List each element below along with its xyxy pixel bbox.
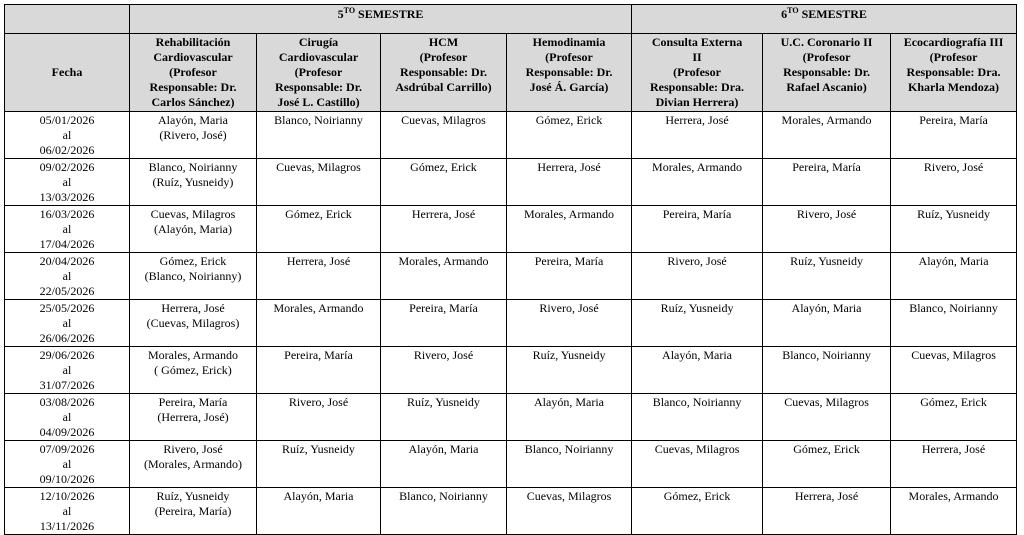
student-name: Cuevas, Milagros [276,160,361,174]
assignment-cell [507,159,632,206]
assignment-cell [257,488,381,535]
student-name: Alayón, Maria [534,395,604,409]
student-name: Morales, Armando [652,160,743,174]
student-name: Alayón, Maria [158,113,228,127]
student-name: Alayón, Maria [918,254,989,268]
date-line: 20/04/2026 [39,254,95,268]
assignment-cell [257,394,381,441]
assignment-cell [891,206,1017,253]
column-header-line: Cirugía [298,35,339,49]
student-name: Herrera, José [665,113,729,127]
student-name: Pereira, María [158,395,228,409]
date-line: 03/08/2026 [39,395,95,409]
assignment-cell [257,300,381,347]
student-name: Blanco, Noirianny [524,442,614,456]
student-name: Pereira, María [534,254,604,268]
date-range-cell [5,159,130,206]
student-name: (Blanco, Noirianny) [144,269,242,283]
student-name: (Morales, Armando) [144,457,242,471]
student-name: Herrera, José [411,207,476,221]
student-name: (Alayón, Maria) [154,222,232,236]
student-name: Alayón, Maria [662,348,733,362]
column-header-line: Rehabilitación [155,35,231,49]
date-line: 09/02/2026 [39,160,95,174]
column-header-line: Responsable: Dra. [650,80,745,94]
student-name: Gómez, Erick [285,207,352,221]
date-range-cell [5,347,130,394]
assignment-cell [381,159,507,206]
date-line: al [62,410,72,424]
assignment-cell [763,253,891,300]
student-name: (Herrera, José) [157,410,229,424]
assignment-cell [381,112,507,159]
assignment-cell [763,159,891,206]
date-line: al [62,222,72,236]
assignment-cell [507,347,632,394]
student-name: Ruíz, Yusneidy [282,442,355,456]
date-range-cell [5,206,130,253]
assignment-cell [763,112,891,159]
column-header-line: U.C. Coronario II [780,35,873,49]
student-name: Blanco, Noirianny [274,113,363,127]
date-line: al [62,504,72,518]
assignment-cell [381,300,507,347]
column-header-line: Responsable: Dr. [149,80,237,94]
assignment-cell [507,300,632,347]
assignment-cell [130,253,257,300]
student-name: Morales, Armando [398,254,489,268]
semester-6-header [632,5,1017,34]
column-header-line: (Profesor [545,50,593,64]
semester-5-number: 5 [337,7,344,21]
student-name: Herrera, José [537,160,601,174]
column-header-line: Divian Herrera) [655,95,739,109]
assignment-cell [507,488,632,535]
column-header-6 [763,34,891,112]
student-name: Morales, Armando [273,301,364,315]
assignment-cell [257,112,381,159]
date-line: 22/05/2026 [39,284,95,298]
assignment-cell [381,347,507,394]
assignment-cell [891,488,1017,535]
student-name: Gómez, Erick [159,254,227,268]
assignment-cell [763,488,891,535]
assignment-cell [891,394,1017,441]
assignment-cell [507,441,632,488]
student-name: Pereira, María [409,301,478,315]
student-name: Ruíz, Yusneidy [407,395,480,409]
assignment-cell [257,206,381,253]
assignment-cell [257,253,381,300]
assignment-cell [632,300,763,347]
assignment-cell [763,206,891,253]
assignment-cell [381,394,507,441]
date-range-cell [5,112,130,159]
column-header-7 [891,34,1017,112]
student-name: Herrera, José [161,301,225,315]
student-name: Herrera, José [794,489,859,503]
column-header-line: Ecocardiografía III [903,35,1004,49]
student-name: Rivero, José [539,301,599,315]
assignment-cell [257,441,381,488]
table-row [5,253,1017,300]
student-name: Rivero, José [667,254,727,268]
column-header-1 [130,34,257,112]
table-row [5,159,1017,206]
assignment-cell [891,347,1017,394]
semester-6-suffix: TO [787,6,799,15]
assignment-cell [130,112,257,159]
date-line: 07/09/2026 [39,442,95,456]
column-header-line: Cardiovascular [153,50,233,64]
column-header-3 [381,34,507,112]
column-header-line: Responsable: Dr. [783,65,870,79]
table-row [5,441,1017,488]
student-name: Pereira, María [284,348,353,362]
date-line: 26/06/2026 [39,331,95,345]
student-name: Rivero, José [923,160,984,174]
date-line: 16/03/2026 [39,207,95,221]
assignment-cell [891,300,1017,347]
student-name: Cuevas, Milagros [150,207,236,221]
assignment-cell [632,441,763,488]
student-name: Blanco, Noirianny [399,489,488,503]
date-line: 17/04/2026 [39,237,95,251]
date-line: al [62,128,72,142]
table-body [5,112,1017,535]
date-line: 12/10/2026 [39,489,95,503]
assignment-cell [507,253,632,300]
assignment-cell [632,112,763,159]
column-header-2 [257,34,381,112]
assignment-cell [507,206,632,253]
column-header-4 [507,34,632,112]
semester-5-header [130,5,632,34]
date-line: al [62,457,72,471]
column-header-line: Kharla Mendoza) [908,80,1000,94]
assignment-cell [632,253,763,300]
student-name: Herrera, José [286,254,351,268]
date-range-cell [5,441,130,488]
table-row [5,347,1017,394]
table-row [5,394,1017,441]
student-name: Rivero, José [413,348,474,362]
date-line: 25/05/2026 [39,301,95,315]
assignment-cell [891,112,1017,159]
column-header-line: José Á. García) [529,80,609,94]
date-line: 13/03/2026 [39,190,95,204]
student-name: Gómez, Erick [920,395,987,409]
student-name: (Pereira, María) [154,504,232,518]
date-range-cell [5,300,130,347]
assignment-cell [763,300,891,347]
column-header-row [5,34,1017,112]
student-name: (Ruíz, Yusneidy) [152,175,234,189]
column-header-line: Asdrúbal Carrillo) [395,80,492,94]
column-header-line: José L. Castillo) [277,95,360,109]
assignment-cell [891,253,1017,300]
student-name: Morales, Armando [524,207,614,221]
semester-header-row [5,5,1017,34]
table-row [5,300,1017,347]
column-header-line: Responsable: Dra. [906,65,1001,79]
student-name: Gómez, Erick [410,160,477,174]
student-name: Blanco, Noirianny [652,395,742,409]
column-header-line: (Profesor [802,50,851,64]
column-header-line: Hemodinamia [532,35,606,49]
student-name: Morales, Armando [781,113,872,127]
assignment-cell [130,206,257,253]
student-name: Rivero, José [288,395,349,409]
semester-6-label: SEMESTRE [798,7,867,21]
student-name: Morales, Armando [148,348,238,362]
student-name: Ruíz, Yusneidy [660,301,734,315]
assignment-cell [632,206,763,253]
column-header-line: Responsable: Dr. [275,80,362,94]
student-name: Ruíz, Yusneidy [790,254,863,268]
assignment-cell [381,253,507,300]
student-name: Blanco, Noirianny [909,301,998,315]
column-header-line: II [692,50,702,64]
assignment-cell [130,347,257,394]
assignment-cell [763,441,891,488]
assignment-cell [507,112,632,159]
student-name: Gómez, Erick [535,113,603,127]
date-line: 04/09/2026 [39,425,95,439]
student-name: Alayón, Maria [408,442,479,456]
assignment-cell [632,488,763,535]
assignment-cell [130,394,257,441]
student-name: Herrera, José [921,442,986,456]
student-name: Blanco, Noirianny [148,160,238,174]
student-name: Ruíz, Yusneidy [156,489,230,503]
date-line: 05/01/2026 [39,113,95,127]
column-header-line: Rafael Ascanio) [786,80,867,94]
date-line: 29/06/2026 [39,348,95,362]
student-name: Pereira, María [662,207,732,221]
student-name: Blanco, Noirianny [782,348,871,362]
student-name: Ruíz, Yusneidy [532,348,606,362]
assignment-cell [763,394,891,441]
student-name: Cuevas, Milagros [784,395,869,409]
column-header-line: Carlos Sánchez) [151,95,235,109]
student-name: Pereira, María [792,160,861,174]
assignment-cell [130,441,257,488]
student-name: Cuevas, Milagros [911,348,996,362]
student-name: Ruíz, Yusneidy [917,207,990,221]
column-header-line: (Profesor [419,50,468,64]
student-name: ( Gómez, Erick) [154,363,232,377]
semester-5-suffix: TO [343,6,356,15]
column-header-line: Responsable: Dr. [400,65,487,79]
assignment-cell [130,488,257,535]
corner-cell [5,5,130,34]
column-header-line: HCM [428,35,459,49]
date-range-cell [5,488,130,535]
column-header-line: Consulta Externa [651,35,743,49]
rotation-schedule [4,4,1016,535]
fecha-header: Fecha [5,34,130,112]
date-range-cell [5,394,130,441]
assignment-cell [763,347,891,394]
assignment-cell [130,159,257,206]
column-header-line: (Profesor [673,65,721,79]
assignment-cell [632,394,763,441]
assignment-cell [381,488,507,535]
assignment-cell [891,159,1017,206]
column-header-line: (Profesor [929,50,978,64]
student-name: Gómez, Erick [793,442,860,456]
column-header-line: Cardiovascular [278,50,359,64]
date-line: 31/07/2026 [39,378,95,392]
date-range-cell [5,253,130,300]
student-name: Gómez, Erick [663,489,731,503]
assignment-cell [891,441,1017,488]
student-name: Rivero, José [163,442,223,456]
rotation-table [4,4,1017,535]
student-name: Alayón, Maria [283,489,354,503]
semester-6-number: 6 [781,7,788,21]
student-name: Cuevas, Milagros [654,442,740,456]
assignment-cell [632,347,763,394]
assignment-cell [381,441,507,488]
student-name: Pereira, María [919,113,988,127]
assignment-cell [632,159,763,206]
column-header-line: (Profesor [294,65,343,79]
assignment-cell [257,159,381,206]
assignment-cell [257,347,381,394]
student-name: Alayón, Maria [791,301,862,315]
date-line: al [62,316,72,330]
date-line: al [62,269,72,283]
assignment-cell [130,300,257,347]
column-header-5 [632,34,763,112]
table-row [5,112,1017,159]
assignment-cell [381,206,507,253]
date-line: 06/02/2026 [39,143,95,157]
semester-5-label: SEMESTRE [355,7,424,21]
date-line: al [62,175,72,189]
column-header-line: Responsable: Dr. [525,65,613,79]
assignment-cell [507,394,632,441]
student-name: Morales, Armando [908,489,999,503]
table-row [5,488,1017,535]
student-name: Rivero, José [796,207,857,221]
student-name: (Rivero, José) [159,128,227,142]
date-line: al [62,363,72,377]
table-row [5,206,1017,253]
date-line: 09/10/2026 [39,472,95,486]
column-header-line: (Profesor [169,65,217,79]
date-line: 13/11/2026 [39,519,95,533]
student-name: (Cuevas, Milagros) [146,316,240,330]
student-name: Cuevas, Milagros [401,113,486,127]
student-name: Cuevas, Milagros [526,489,612,503]
